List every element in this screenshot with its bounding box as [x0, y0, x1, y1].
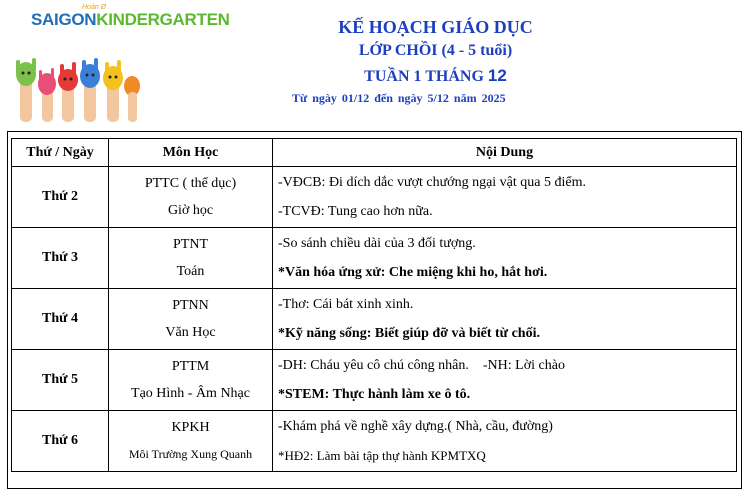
header-content: Nội Dung	[273, 139, 737, 167]
logo-tagline: Hoàn Ø	[82, 4, 107, 11]
content-line: -Khám phá về nghề xây dựng.( Nhà, cầu, đường)	[278, 419, 553, 434]
row-subject	[109, 411, 273, 472]
row-content	[273, 289, 737, 350]
date-range: Từ ngày 01/12 đến ngày 5/12 năm 2025	[292, 91, 506, 105]
row-content	[273, 411, 737, 472]
subject-name: Tạo Hình - Âm Nhạc	[131, 386, 250, 401]
plan-title: KẾ HOẠCH GIÁO DỤC	[338, 17, 533, 37]
row-day: Thứ 4	[12, 289, 109, 350]
subject-code: PTTM	[171, 359, 210, 374]
content-line-bold: *STEM: Thực hành làm xe ô tô.	[278, 387, 471, 402]
subject-name: Văn Học	[165, 325, 216, 340]
table-row	[12, 289, 737, 350]
content-line: -VĐCB: Đi dích dắc vượt chướng ngại vật qua 5 điểm.	[278, 175, 586, 190]
content-line-bold: *Kỹ năng sống: Biết giúp đỡ và biết từ chối.	[278, 326, 540, 341]
row-subject	[109, 167, 273, 228]
row-day: Thứ 3	[12, 228, 109, 289]
subject-name: Toán	[176, 264, 205, 279]
content-line: -DH: Cháu yêu cô chú công nhân. -NH: Lời chào	[278, 358, 565, 373]
row-subject	[109, 350, 273, 411]
lesson-plan-table	[11, 138, 737, 472]
subject-name: Môi Trường Xung Quanh	[128, 447, 253, 461]
logo-part-saigon: SAIGON	[31, 10, 97, 29]
content-line: *HĐ2: Làm bài tập thự hành KPMTXQ	[278, 448, 486, 463]
content-line: -Thơ: Cái bát xinh xinh.	[278, 297, 414, 312]
row-day: Thứ 2	[12, 167, 109, 228]
subject-code: PTNT	[173, 237, 208, 252]
row-day: Thứ 5	[12, 350, 109, 411]
header-subject: Môn Học	[109, 139, 273, 167]
content-line-bold: *Văn hóa ứng xử: Che miệng khi ho, hắt hơi.	[278, 265, 548, 280]
table-row	[12, 228, 737, 289]
logo-part-kindergarten: KINDERGARTEN	[96, 10, 230, 29]
week-title	[58, 66, 755, 86]
row-subject	[109, 289, 273, 350]
subject-code: PTNN	[172, 298, 209, 313]
class-title: LỚP CHỒI (4 - 5 tuổi)	[358, 42, 513, 59]
subject-code: PTTC ( thể dục)	[144, 176, 237, 191]
content-line: -TCVĐ: Tung cao hơn nữa.	[278, 204, 433, 219]
table-row	[12, 167, 737, 228]
table-header-row	[12, 139, 737, 167]
row-subject	[109, 228, 273, 289]
row-content	[273, 350, 737, 411]
subject-name: Giờ học	[167, 203, 214, 218]
row-content	[273, 167, 737, 228]
row-day: Thứ 6	[12, 411, 109, 472]
table-row	[12, 411, 737, 472]
row-content	[273, 228, 737, 289]
table-row	[12, 350, 737, 411]
week-label: TUẦN 1 THÁNG	[364, 68, 484, 85]
subject-code: KPKH	[171, 420, 210, 435]
header-day: Thứ / Ngày	[12, 139, 109, 167]
week-month: 12	[487, 66, 507, 85]
content-line: -So sánh chiều dài của 3 đối tượng.	[278, 236, 476, 251]
